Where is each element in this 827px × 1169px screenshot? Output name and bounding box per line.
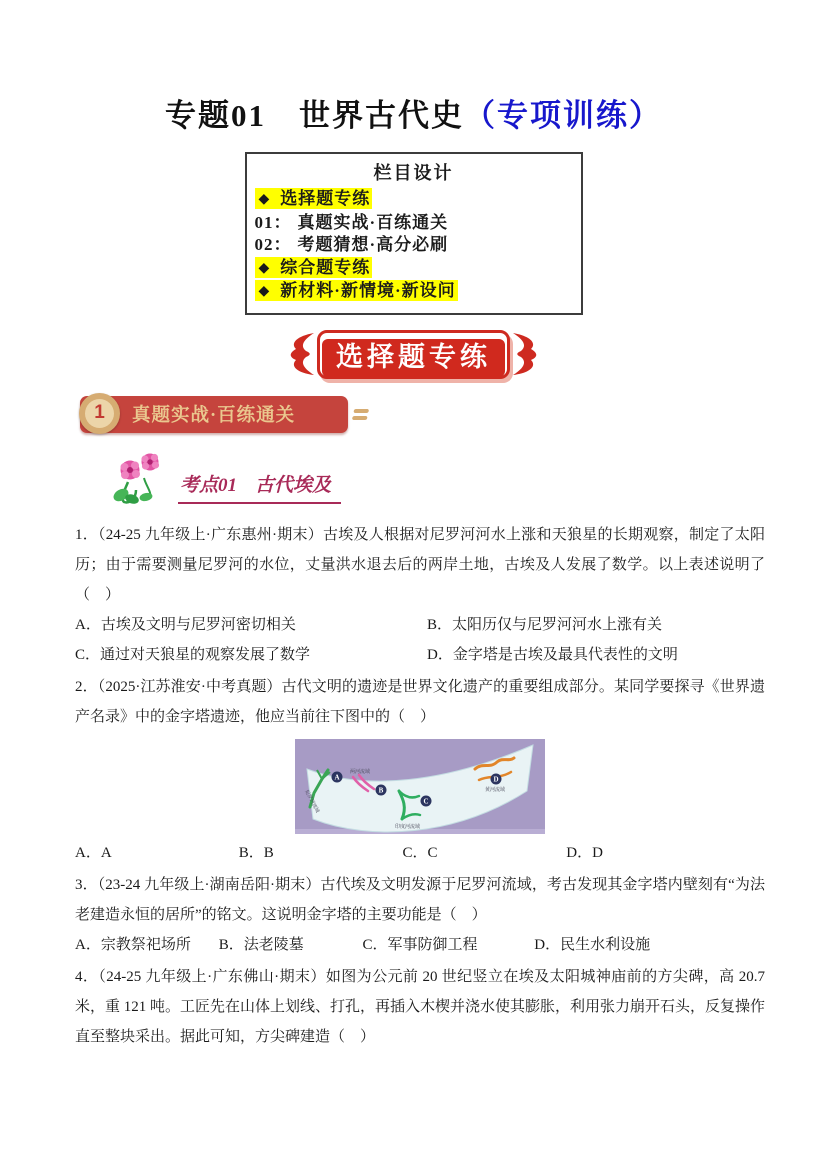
- column-box-item-label: 综合题专练: [280, 257, 371, 277]
- page-title-sub: （专项训练）: [464, 98, 662, 133]
- column-box-item: [255, 212, 573, 235]
- question-3-text: 3．（23-24 九年级上·湖南岳阳·期末）古代埃及文明发源于尼罗河流域，考古发现其金字塔内壁刻有“为法老建造永恒的居所”的铭文。这说明金字塔的主要功能是（ ）: [75, 876, 765, 923]
- map-letter-c: C: [423, 797, 429, 805]
- question-4-text: 4．（24-25 九年级上·广东佛山·期末）如图为公元前 20 世纪竖立在埃及太阳城神庙前的方尖碑，高 20.7 米，重 121 吨。工匠先在山体上划线、打孔，再插入木楔并浇水使其膨胀，利用张力崩开石头，反复操作直至整块采出。据此可知，方尖碑建造（ ）: [75, 968, 766, 1045]
- option-a: A．宗教祭祀场所: [75, 936, 191, 953]
- item-number: 01：: [254, 212, 292, 232]
- topic-title: [178, 470, 341, 504]
- topic-heading: [110, 452, 827, 504]
- item-number: 02：: [254, 235, 292, 254]
- map-letter-d: D: [493, 775, 499, 783]
- map-letter-a: A: [334, 773, 340, 781]
- flower-icon: [110, 452, 166, 504]
- column-box-title: 栏目设计: [373, 163, 454, 183]
- page-title: [0, 0, 827, 135]
- column-box-item-label: 选择题专练: [280, 189, 371, 208]
- topic-label: 考点01: [180, 474, 238, 496]
- section-label: 真题实战·百练通关: [132, 406, 296, 426]
- page-title-main: 专题01 世界古代史: [165, 98, 464, 133]
- badge-dash-decor-icon: [352, 409, 369, 420]
- option-c: C．军事防御工程: [362, 936, 478, 953]
- diamond-bullet-icon: ◆: [258, 192, 271, 207]
- section-number-circle: [79, 393, 120, 434]
- banner-frame: [317, 330, 510, 379]
- question-2-text: 2．（2025·江苏淮安·中考真题）古代文明的遗迹是世界文化遗产的重要组成部分。某同学要探寻《世界遗产名录》中的金字塔遗迹，他应当前往下图中的（ ）: [75, 678, 765, 725]
- column-design-box: [245, 152, 583, 315]
- column-box-item: [255, 257, 573, 281]
- map-label-indus: 印度河流域: [395, 824, 421, 830]
- option-a: A．古埃及文明与尼罗河密切相关: [75, 616, 296, 633]
- column-box-item: [255, 280, 573, 304]
- question-3: [75, 870, 765, 960]
- option-d: D．D: [566, 844, 603, 861]
- diamond-bullet-icon: ◆: [258, 284, 271, 299]
- column-box-item-label: 真题实战·百练通关: [297, 212, 449, 232]
- scroll-ornament-left-icon: [285, 331, 315, 377]
- question-3-options: [75, 930, 765, 960]
- option-c: C．C: [402, 844, 438, 861]
- section-banner: [264, 330, 564, 379]
- topic-name: 古代埃及: [255, 474, 332, 496]
- column-box-item-label: 新材料·新情境·新设问: [280, 281, 456, 300]
- question-1: [75, 520, 765, 670]
- map-label-mesopotamia: 两河流域: [350, 769, 371, 775]
- question-area: [75, 520, 765, 1052]
- scroll-ornament-right-icon: [512, 331, 542, 377]
- option-b: B．B: [238, 844, 274, 861]
- option-a: A．A: [75, 844, 112, 861]
- option-b: B．法老陵墓: [218, 936, 304, 953]
- column-box-item-label: 考题猜想·高分必刷: [297, 235, 449, 254]
- question-2-options: [75, 838, 765, 868]
- section-number: 1: [85, 399, 114, 428]
- civilizations-map: [295, 739, 545, 834]
- map-label-nile: 尼罗河流域: [303, 789, 320, 814]
- option-d: D．金字塔是古埃及最具代表性的文明: [427, 646, 678, 663]
- column-box-item: [255, 234, 573, 257]
- map-letter-b: B: [378, 786, 384, 794]
- section-badge: [80, 396, 348, 433]
- question-1-text: 1．（24-25 九年级上·广东惠州·期末）古埃及人根据对尼罗河河水上涨和天狼星的长期观察，制定了太阳历；由于需要测量尼罗河的水位，丈量洪水退去后的两岸土地，古埃及人发展了数学。以上表述说明了（ ）: [75, 526, 765, 603]
- question-2: [75, 672, 765, 868]
- map-label-yellow-river: 黄河流域: [485, 787, 506, 793]
- banner-label: 选择题专练: [322, 339, 505, 377]
- option-b: B．太阳历仅与尼罗河河水上涨有关: [427, 616, 663, 633]
- section-1-header: [80, 396, 827, 433]
- column-box-item: [255, 188, 573, 212]
- question-4: [75, 962, 765, 1052]
- option-c: C．通过对天狼星的观察发展了数学: [75, 646, 311, 663]
- option-d: D．民生水利设施: [534, 936, 651, 953]
- diamond-bullet-icon: ◆: [258, 260, 271, 276]
- question-1-options: [75, 610, 765, 670]
